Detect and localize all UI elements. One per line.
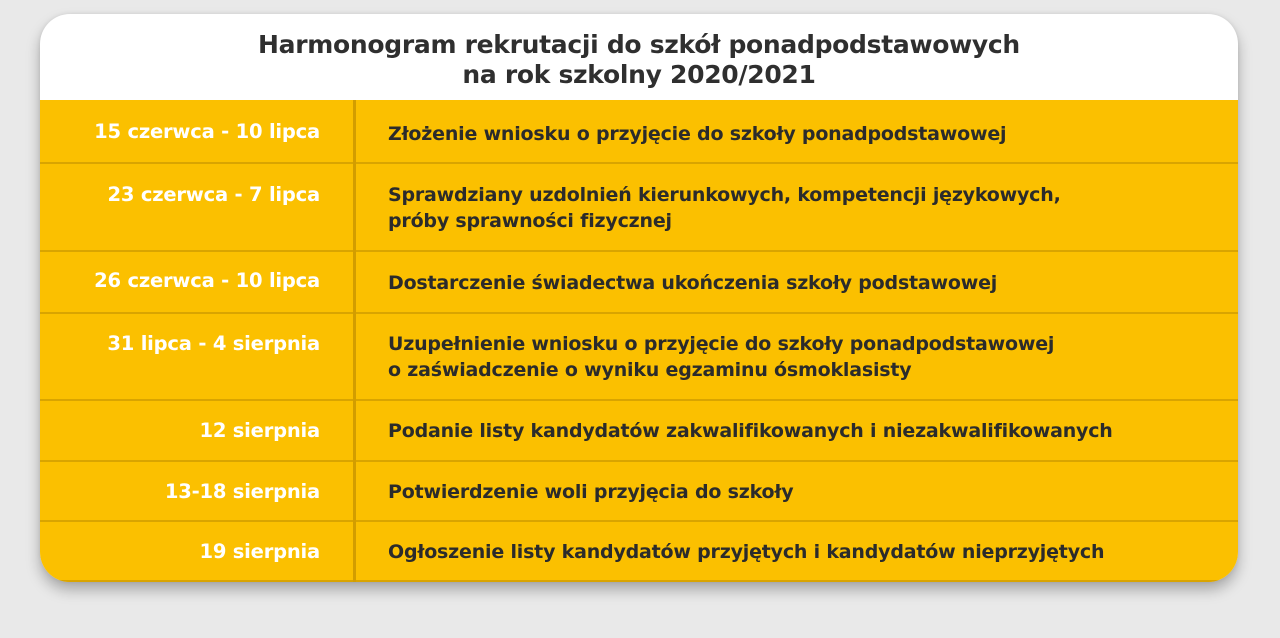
schedule-title-line-2: na rok szkolny 2020/2021 <box>462 60 816 89</box>
column-divider <box>353 100 356 582</box>
row-description-line-1: Uzupełnienie wniosku o przyjęcie do szkoły ponadpodstawowej <box>388 333 1055 355</box>
schedule-row <box>40 401 1238 462</box>
row-date: 19 sierpnia <box>199 540 320 563</box>
row-description <box>388 539 1208 565</box>
schedule-row <box>40 522 1238 582</box>
row-date: 15 czerwca - 10 lipca <box>94 120 320 143</box>
schedule-row <box>40 164 1238 252</box>
row-description-line-1: Potwierdzenie woli przyjęcia do szkoły <box>388 481 794 503</box>
row-description-line-1: Sprawdziany uzdolnień kierunkowych, kompetencji językowych, <box>388 184 1061 206</box>
row-description <box>388 270 1208 296</box>
row-description-line-2: o zaświadczenie o wyniku egzaminu ósmoklasisty <box>388 359 912 381</box>
schedule-card <box>40 14 1238 582</box>
schedule-row <box>40 100 1238 164</box>
row-date: 31 lipca - 4 sierpnia <box>107 332 320 355</box>
row-description-line-1: Ogłoszenie listy kandydatów przyjętych i kandydatów nieprzyjętych <box>388 541 1105 563</box>
row-date: 23 czerwca - 7 lipca <box>107 183 320 206</box>
row-date: 12 sierpnia <box>199 419 320 442</box>
row-date: 26 czerwca - 10 lipca <box>94 269 320 292</box>
row-description-line-1: Złożenie wniosku o przyjęcie do szkoły ponadpodstawowej <box>388 123 1007 145</box>
schedule-table <box>40 100 1238 582</box>
row-description <box>388 121 1208 147</box>
row-date: 13-18 sierpnia <box>164 480 320 503</box>
schedule-header <box>40 14 1238 100</box>
row-description <box>388 418 1208 444</box>
schedule-title-line-1: Harmonogram rekrutacji do szkół ponadpodstawowych <box>258 30 1020 59</box>
schedule-row <box>40 314 1238 401</box>
row-description-line-1: Podanie listy kandydatów zakwalifikowanych i niezakwalifikowanych <box>388 420 1113 442</box>
row-description-line-1: Dostarczenie świadectwa ukończenia szkoły podstawowej <box>388 272 998 294</box>
row-description <box>388 479 1208 505</box>
row-description <box>388 331 1208 383</box>
schedule-row <box>40 252 1238 314</box>
row-description-line-2: próby sprawności fizycznej <box>388 210 672 232</box>
row-description <box>388 182 1208 234</box>
schedule-row <box>40 462 1238 522</box>
